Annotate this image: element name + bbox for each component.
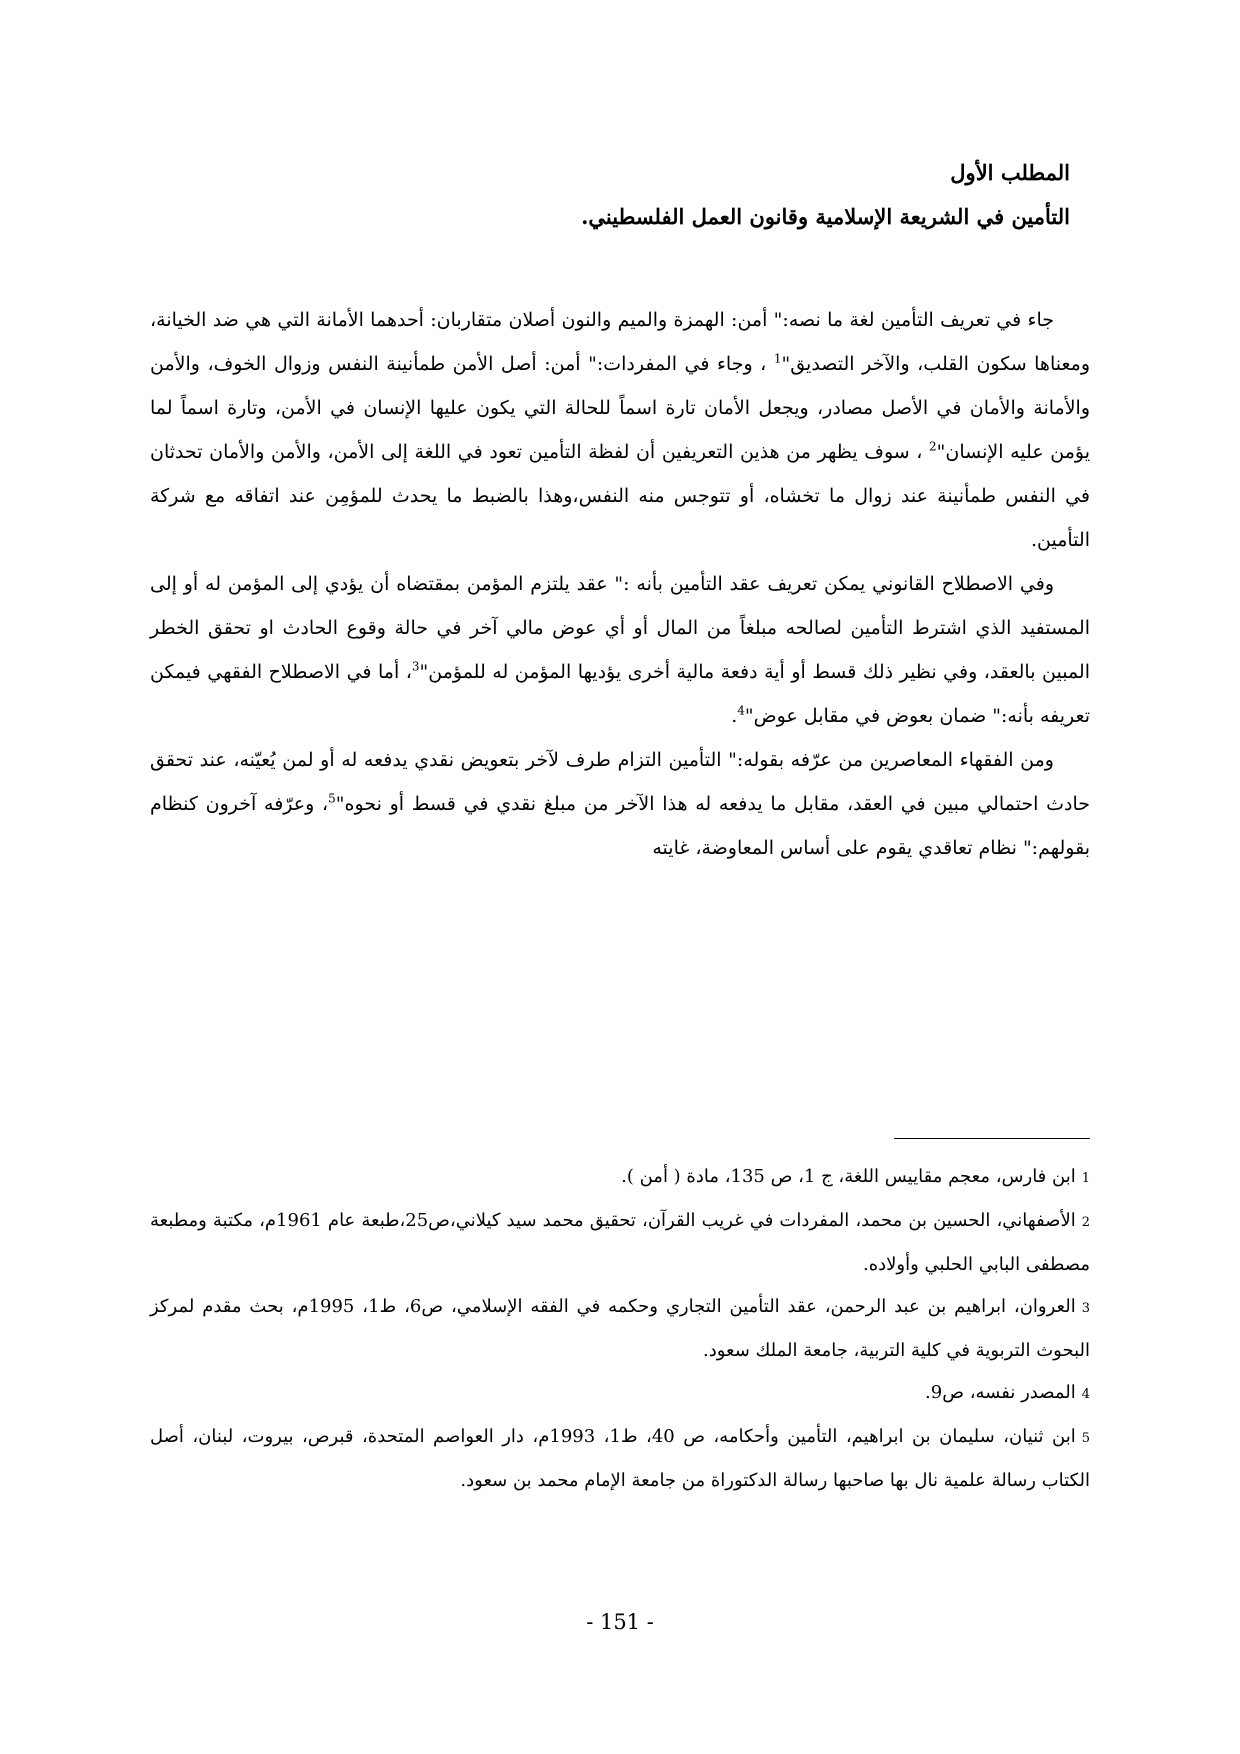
footnote-ref: 1 bbox=[773, 351, 782, 366]
footnote-text: ابن ثنيان، سليمان بن ابراهيم، التأمين وأحكامه، ص 40، ط1، 1993م، دار العواصم المتحدة، قبرص، بيروت، لبنان، أصل الكتاب رسالة علمية نال بها صاحبها رسالة الدكتوراة من جامعة الإمام محمد بن سعود. bbox=[150, 1426, 1090, 1491]
section-title: التأمين في الشريعة الإسلامية وقانون العمل الفلسطيني. bbox=[581, 204, 1070, 229]
footnote bbox=[150, 1156, 1090, 1200]
paragraph bbox=[150, 298, 1090, 562]
footnote-number: 4 bbox=[1081, 1387, 1090, 1402]
text-run: ، وجاء في المفردات:" أمن: أصل الأمن طمأنينة النفس وزوال الخوف، والأمن والأمانة والأمان في الأصل مصادر، ويجعل الأمان تارة اسماً للحالة التي يكون عليها الإنسان في الأمن، وتارة اسماً لما يؤمن عليه الإنسان" bbox=[150, 353, 1090, 463]
text-run: ، أما في الاصطلاح الفقهي فيمكن تعريفه بأنه:" ضمان بعوض في مقابل عوض" bbox=[150, 661, 1090, 727]
footnote-ref: 3 bbox=[411, 659, 420, 674]
footnote-text: العروان، ابراهيم بن عبد الرحمن، عقد التأمين التجاري وحكمه في الفقه الإسلامي، ص6، ط1، 1995م، بحث مقدم لمركز البحوث التربوية في كلية التربية، جامعة الملك سعود. bbox=[150, 1296, 1090, 1361]
text-run: ، سوف يظهر من هذين التعريفين أن لفظة التأمين تعود في اللغة إلى الأمن، والأمن والأمان تحدثان في النفس طمأنينة عند زوال ما تخشاه، أو تتوجس منه النفس،وهذا بالضبط ما يحدث للمؤمِن عند اتفاقه مع شركة التأمين. bbox=[150, 441, 1090, 551]
paragraph bbox=[150, 562, 1090, 738]
footnote-text: المصدر نفسه، ص9. bbox=[925, 1382, 1076, 1403]
body-text bbox=[150, 298, 1090, 870]
footnote bbox=[150, 1372, 1090, 1416]
footnote-ref: 4 bbox=[737, 703, 745, 718]
footnote bbox=[150, 1286, 1090, 1372]
paragraph bbox=[150, 738, 1090, 870]
footnote-number: 5 bbox=[1081, 1431, 1091, 1446]
footnote-separator bbox=[894, 1138, 1090, 1139]
footnote-number: 2 bbox=[1081, 1215, 1091, 1230]
footnote bbox=[150, 1416, 1090, 1502]
footnote-number: 3 bbox=[1081, 1301, 1091, 1316]
footnote bbox=[150, 1200, 1090, 1286]
footnote-text: ابن فارس، معجم مقاييس اللغة، ج 1، ص 135، مادة ( أمن ). bbox=[621, 1166, 1076, 1187]
footnote-text: الأصفهاني، الحسين بن محمد، المفردات في غريب القرآن، تحقيق محمد سيد كيلاني،ص25،طبعة عام 1961م، مكتبة ومطبعة مصطفى البابي الحلبي وأولاده. bbox=[150, 1210, 1090, 1275]
page-number: - 151 - bbox=[586, 1610, 654, 1634]
text-run: جاء في تعريف التأمين لغة ما نصه:" أمن: الهمزة والميم والنون أصلان متقاربان: أحدهما الأمانة التي هي ضد الخيانة، ومعناها سكون القلب، والآخر التصديق" bbox=[150, 309, 1090, 375]
text-run: . bbox=[731, 705, 738, 727]
footnotes bbox=[150, 1156, 1090, 1502]
footnote-ref: 2 bbox=[929, 439, 937, 454]
text-run: ، وعرّفه آخرون كنظام بقولهم:" نظام تعاقدي يقوم على أساس المعاوضة، غايته bbox=[150, 793, 1090, 859]
text-run: وفي الاصطلاح القانوني يمكن تعريف عقد التأمين بأنه :" عقد يلتزم المؤمن بمقتضاه أن يؤدي إلى المؤمن له أو إلى المستفيد الذي اشترط التأمين لصالحه مبلغاً من المال أو أي عوض مالي آخر في حالة وقوع الحادث او تحقق الخطر المبين بالعقد، وفي نظير ذلك قسط أو أية دفعة مالية أخرى يؤديها المؤمن له للمؤمن" bbox=[150, 573, 1091, 683]
text-run: ومن الفقهاء المعاصرين من عرّفه بقوله:" التأمين التزام طرف لآخر بتعويض نقدي يدفعه له أو لمن يُعيّنه، عند تحقق حادث احتمالي مبين في العقد، مقابل ما يدفعه له هذا الآخر من مبلغ نقدي في قسط أو نحوه" bbox=[150, 749, 1090, 815]
section-subtitle: المطلب الأول bbox=[950, 160, 1070, 185]
footnote-number: 1 bbox=[1081, 1171, 1090, 1186]
footnote-ref: 5 bbox=[328, 791, 336, 806]
